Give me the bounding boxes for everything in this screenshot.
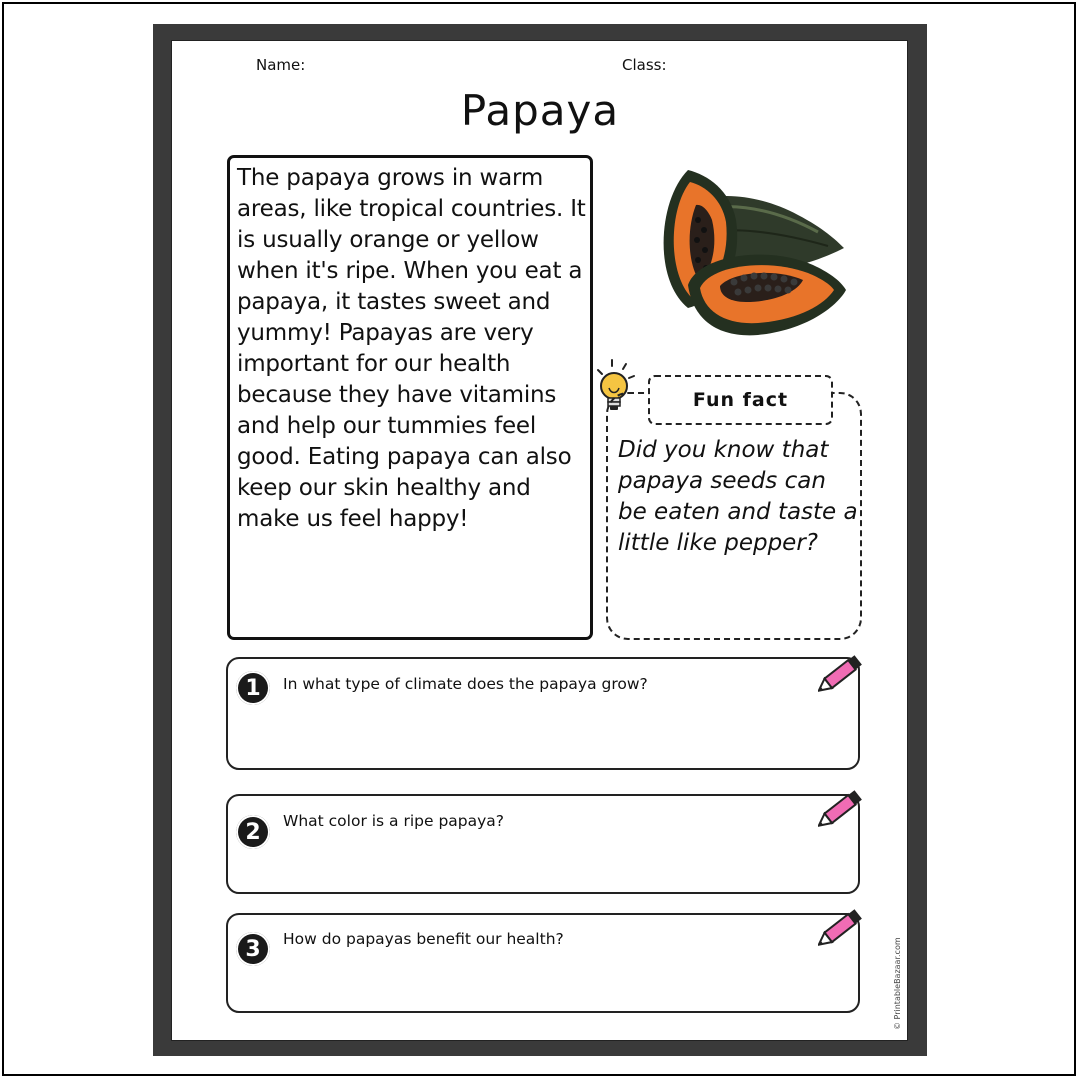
- pencil-icon: [818, 902, 870, 948]
- question-3-number: 3: [236, 932, 270, 966]
- pencil-icon: [818, 648, 870, 694]
- name-label: Name:: [256, 56, 306, 74]
- question-3-text: How do papayas benefit our health?: [283, 930, 564, 948]
- copyright-text: © PrintableBazaar.com: [893, 937, 902, 1030]
- question-1-answer-box[interactable]: [226, 657, 860, 770]
- class-label: Class:: [622, 56, 667, 74]
- passage-text: The papaya grows in warm areas, like tropical countries. It is usually orange or yellow when it's ripe. When you eat a papaya, it tastes sweet and yummy! Papayas are very important for our health because they have vitamins and help our tummies feel good. Eating papaya can also keep our skin healthy and make us feel happy!: [237, 165, 586, 532]
- papaya-illustration: [648, 160, 848, 350]
- pencil-icon: [818, 783, 870, 829]
- fun-fact-label: Fun fact: [648, 375, 833, 425]
- question-1-text: In what type of climate does the papaya grow?: [283, 675, 648, 693]
- question-2-number: 2: [236, 815, 270, 849]
- question-2-text: What color is a ripe papaya?: [283, 812, 505, 830]
- fun-fact-text: Did you know that papaya seeds can be eaten and taste a little like pepper?: [618, 437, 858, 556]
- question-2-answer-box[interactable]: [226, 794, 860, 894]
- page-title: Papaya: [460, 86, 620, 135]
- question-3-answer-box[interactable]: [226, 913, 860, 1013]
- question-1-number: 1: [236, 671, 270, 705]
